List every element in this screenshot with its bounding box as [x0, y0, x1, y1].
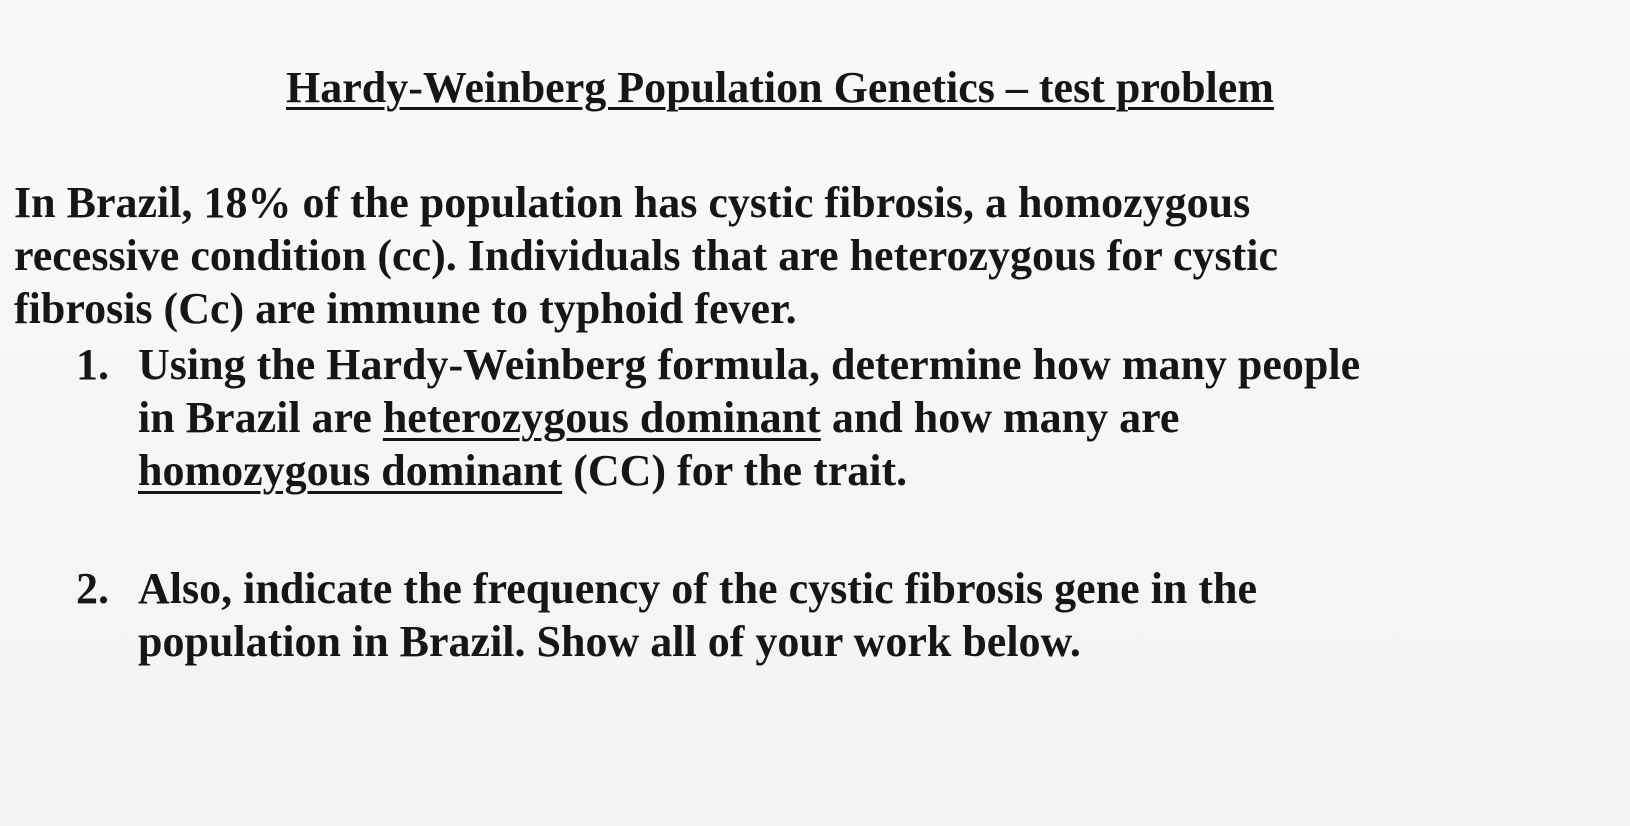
question-text-fragment: in Brazil are	[138, 393, 383, 442]
worksheet-title	[0, 62, 1560, 114]
question-number: 2.	[76, 564, 109, 613]
intro-line: In Brazil, 18% of the population has cystic fibrosis, a homozygous	[14, 178, 1251, 227]
intro-line: recessive condition (cc). Individuals that are heterozygous for cystic	[14, 231, 1279, 280]
question-line	[138, 391, 1578, 444]
intro-line: fibrosis (Cc) are immune to typhoid fever.	[14, 284, 797, 333]
problem-intro	[14, 176, 1574, 335]
question-line: Also, indicate the frequency of the cystic fibrosis gene in the	[138, 564, 1258, 613]
question-2	[76, 562, 1596, 672]
underlined-term-heterozygous: heterozygous dominant	[382, 393, 821, 442]
question-line: Using the Hardy-Weinberg formula, determine how many people	[138, 340, 1361, 389]
question-number: 1.	[76, 340, 109, 389]
underlined-term-homozygous: homozygous dominant	[138, 446, 563, 495]
question-line: population in Brazil. Show all of your work below.	[138, 617, 1081, 666]
title-text: Hardy-Weinberg Population Genetics – test problem	[286, 63, 1274, 112]
question-line	[138, 444, 1578, 497]
question-text	[138, 562, 1578, 668]
question-text	[138, 338, 1578, 497]
question-1	[76, 338, 1596, 498]
question-text-fragment: and how many are	[820, 393, 1180, 442]
question-text-fragment: (CC) for the trait.	[562, 446, 908, 495]
